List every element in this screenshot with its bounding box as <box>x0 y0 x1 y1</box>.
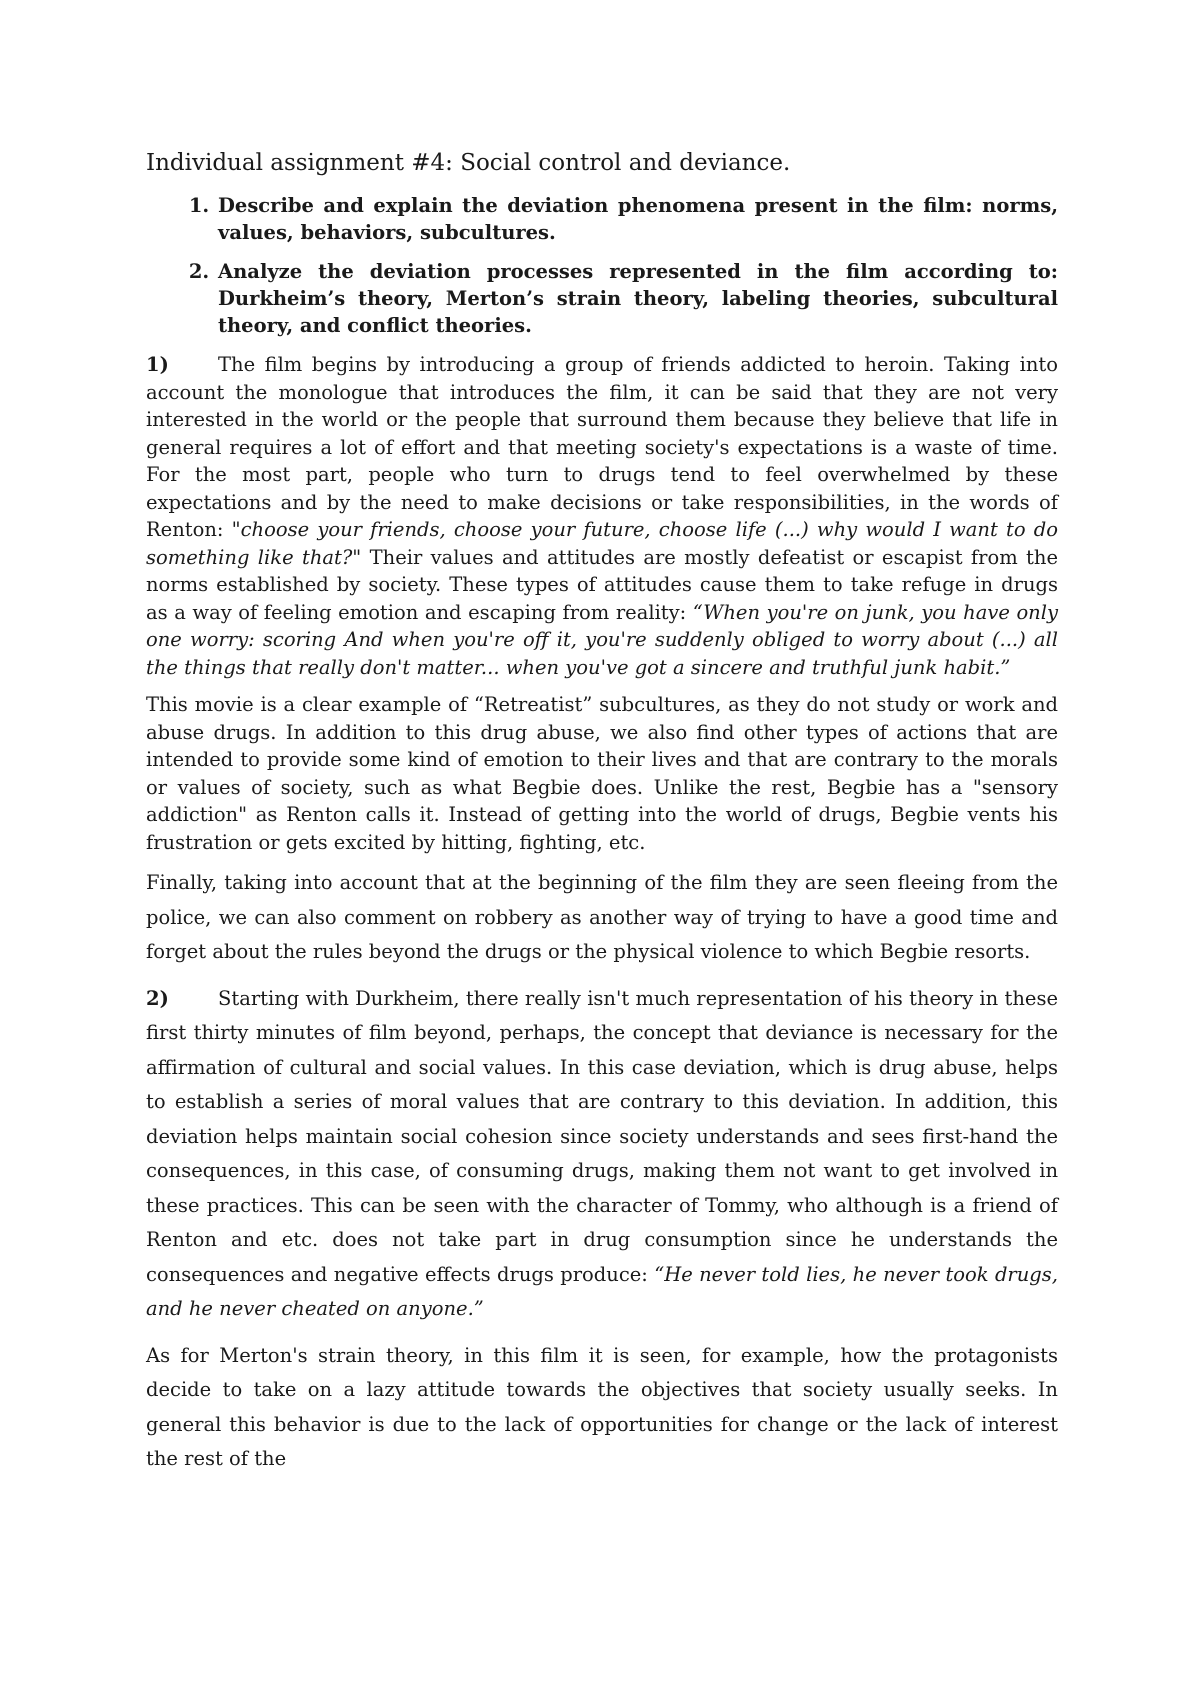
question-item: 2. Analyze the deviation processes represented in the film according to: Durkheim’s theory, Merton’s strain theory, labeling theories, subcultural theory, and conflict theories. <box>216 258 1058 339</box>
section-2-paragraph-1 <box>146 982 1058 1327</box>
question-list <box>146 192 1058 339</box>
paragraph-text: Their values and attitudes are mostly defeatist or escapist from the norms established by society. These types of attitudes cause them to take refuge in drugs as a way of feeling emotion and escaping from reality: <box>146 545 1058 624</box>
paragraph-text: Starting with Durkheim, there really isn't much representation of his theory in these first thirty minutes of film beyond, perhaps, the concept that deviance is necessary for the affirmation of cultural and social values. In this case deviation, which is drug abuse, helps to establish a series of moral values that are contrary to this deviation. In addition, this deviation helps maintain social cohesion since society understands and sees first-hand the consequences, in this case, of consuming drugs, making them not want to get involved in these practices. This can be seen with the character of Tommy, who although is a friend of Renton and etc. does not take part in drug consumption since he understands the consequences and negative effects drugs produce: <box>146 986 1058 1286</box>
section-1-paragraph-2: This movie is a clear example of “Retreatist” subcultures, as they do not study or work and abuse drugs. In addition to this drug abuse, we also find other types of actions that are intended to provide some kind of emotion to their lives and that are contrary to the morals or values of society, such as what Begbie does. Unlike the rest, Begbie has a "sensory addiction" as Renton calls it. Instead of getting into the world of drugs, Begbie vents his frustration or gets excited by hitting, fighting, etc. <box>146 693 1058 854</box>
section-1-paragraph-3: Finally, taking into account that at the beginning of the film they are seen fleeing from the police, we can also comment on robbery as another way of trying to have a good time and forget about the rules beyond the drugs or the physical violence to which Begbie resorts. <box>146 871 1058 963</box>
section-1-paragraph-1 <box>146 351 1058 681</box>
question-item: 1. Describe and explain the deviation phenomena present in the film: norms, values, behaviors, subcultures. <box>216 192 1058 246</box>
document-title: Individual assignment #4: Social control and deviance. <box>146 150 791 176</box>
section-number: 1) <box>146 353 169 376</box>
quote-text: “He never told lies, he never took drugs, and he never cheated on anyone.” <box>146 1262 1059 1320</box>
section-2-paragraph-2: As for Merton's strain theory, in this film it is seen, for example, how the protagonists decide to take on a lazy attitude towards the objectives that society usually seeks. In general this behavior is due to the lack of opportunities for change or the lack of interest the rest of the <box>146 1343 1058 1470</box>
document-page <box>146 148 1058 1489</box>
paragraph-text: The film begins by introducing a group of friends addicted to heroin. Taking into account the monologue that introduces the film, it can be said that they are not very interested in the world or the people that surround them because they believe that life in general requires a lot of effort and that meeting society's expectations is a waste of time. For the most part, people who turn to drugs tend to feel overwhelmed by these expectations and by the need to make decisions or take responsibilities, in the words of Renton: <box>146 353 1058 541</box>
quote-text: “When you're on junk, you have only one worry: scoring And when you're off it, you're suddenly obliged to worry about (...) all the things that really don't matter... when you've got a sincere and truthful junk habit.” <box>146 600 1058 679</box>
section-number: 2) <box>146 986 169 1010</box>
quote-text: "choose your friends, choose your future, choose life (...) why would I want to do something like that?" <box>146 518 1058 569</box>
